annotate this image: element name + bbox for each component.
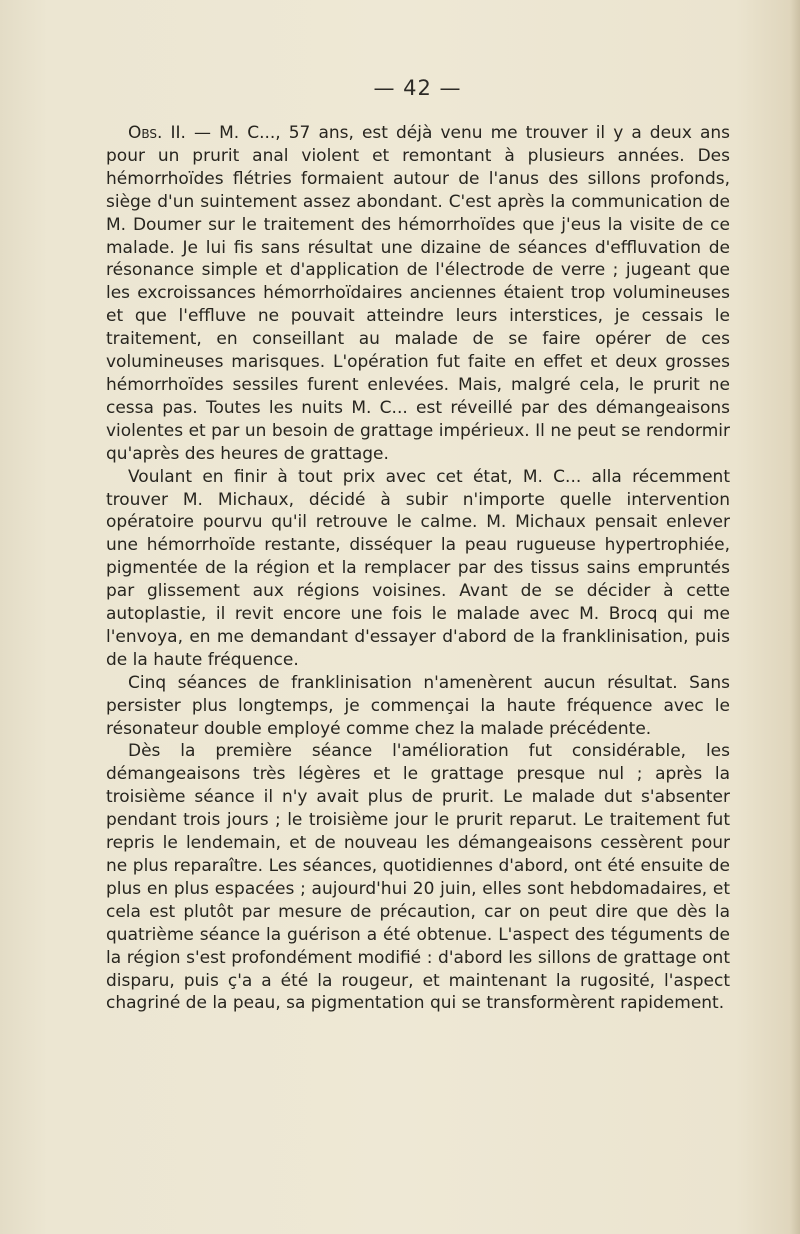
- paragraph-4: Dès la première séance l'amélioration fut considérable, les démangeaisons très légères et le grattage presque nul ; après la troisième séance il n'y avait plus de prurit. Le malade dut s'absenter pendant trois jours ; le troisième jour le prurit reparut. Le traitement fut repris le lendemain, et de nouveau les démangeaisons cessèrent pour ne plus reparaître. Les séances, quotidiennes d'abord, ont été ensuite de plus en plus espacées ; aujourd'hui 20 juin, elles sont hebdomadaires, et cela est plutôt par mesure de précaution, car on peut dire que dès la quatrième séance la guérison a été obtenue. L'aspect des téguments de la région s'est profondément modifié : d'abord les sillons de grattage ont disparu, puis ç'a a été la rougeur, et maintenant la rugosité, l'aspect chagriné de la peau, sa pigmentation qui se transformèrent rapidement.: [106, 741, 730, 1014]
- observation-separator: —: [185, 123, 220, 143]
- paragraph-1: [106, 122, 730, 466]
- page-edge-shadow: [790, 0, 800, 1234]
- observation-label: Obs. II.: [128, 123, 186, 143]
- body-text: [106, 122, 730, 1015]
- paragraph-3: Cinq séances de franklinisation n'amenèrent aucun résultat. Sans persister plus longtemps, je commençai la haute fréquence avec le résonateur double employé comme chez la malade précédente.: [106, 672, 730, 739]
- page-number: — 42 —: [373, 76, 462, 100]
- paragraph-1-text: M. C..., 57 ans, est déjà venu me trouver il y a deux ans pour un prurit anal violent et remontant à plusieurs années. Des hémorrhoïdes flétries formaient autour de l'anus des sillons profonds, siège d'un suintement assez abondant. C'est après la communication de M. Doumer sur le traitement des hémorrhoïdes que j'eus la visite de ce malade. Je lui fis sans résultat une dizaine de séances d'effluvation de résonance simple et d'application de l'électrode de verre ; jugeant que les excroissances hémorrhoïdaires anciennes étaient trop volumineuses et que l'effluve ne pouvait atteindre leurs interstices, je cessais le traitement, en conseillant au malade de se faire opérer de ces volumineuses marisques. L'opération fut faite en effet et deux grosses hémorrhoïdes sessiles furent enlevées. Mais, malgré cela, le prurit ne cessa pas. Toutes les nuits M. C... est réveillé par des démangeaisons violentes et par un besoin de grattage impérieux. Il ne peut se rendormir qu'après des heures de grattage.: [106, 123, 731, 464]
- paragraph-2: Voulant en finir à tout prix avec cet état, M. C... alla récemment trouver M. Michaux, décidé à subir n'importe quelle intervention opératoire pourvu qu'il retrouve le calme. M. Michaux pensait enlever une hémorrhoïde restante, disséquer la peau rugueuse hypertrophiée, pigmentée de la région et la remplacer par des tissus sains empruntés par glissement aux régions voisines. Avant de se décider à cette autoplastie, il revit encore une fois le malade avec M. Brocq qui me l'envoya, en me demandant d'essayer d'abord de la franklinisation, puis de la haute fréquence.: [106, 466, 730, 670]
